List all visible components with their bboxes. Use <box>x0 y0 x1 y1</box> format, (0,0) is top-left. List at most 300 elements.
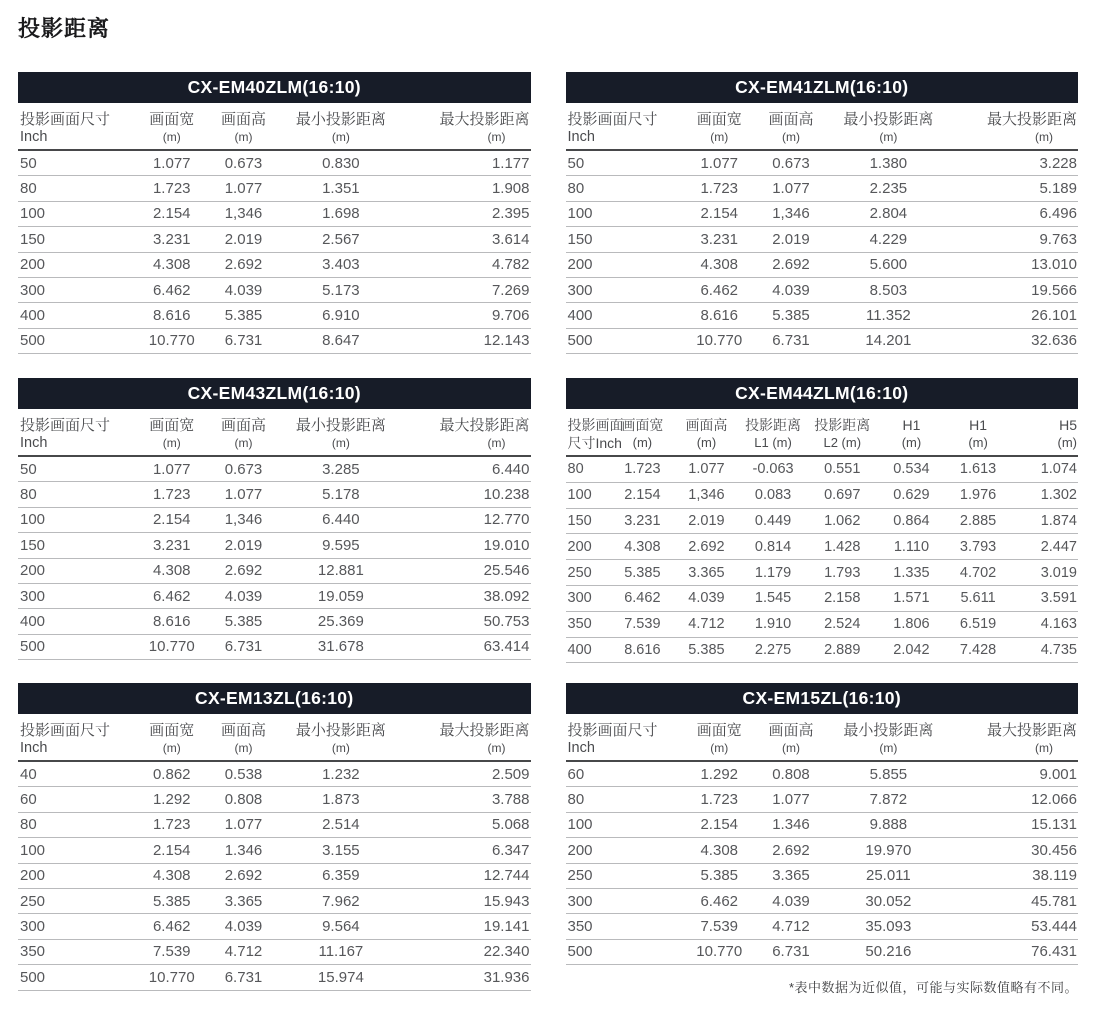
table-cell: 4.229 <box>869 230 908 248</box>
column-header-label: 最小投影距离 <box>843 111 934 128</box>
table-cell: 2.158 <box>824 590 861 607</box>
table-cell: 300 <box>20 918 46 936</box>
table-cell: 1,346 <box>224 511 263 529</box>
table-cell: 1.077 <box>224 180 263 198</box>
column-header-unit: L1 (m) <box>754 435 792 450</box>
column-header-row <box>566 714 1079 762</box>
column-header-label: 最大投影距离 <box>439 417 530 434</box>
table-row <box>18 329 531 354</box>
table-cell: 3.365 <box>224 892 263 910</box>
table-row <box>566 612 1079 638</box>
table-cell: 6.347 <box>491 841 530 859</box>
table-row <box>18 278 531 303</box>
column-header-row <box>18 714 531 762</box>
table-cell: 19.010 <box>483 536 530 554</box>
table-cell: 5.385 <box>152 892 191 910</box>
table-cell: 200 <box>567 538 592 555</box>
table-row <box>18 762 531 787</box>
table-cell: 4.308 <box>700 256 739 274</box>
table-row <box>18 253 531 278</box>
table-cell: 2.019 <box>224 230 263 248</box>
table-cell: 4.308 <box>624 538 661 555</box>
column-header-label: 最小投影距离 <box>295 417 386 434</box>
table-cell: 2.692 <box>772 841 810 859</box>
table-cell: 6.731 <box>224 638 263 656</box>
table-cell: 12.744 <box>483 867 530 885</box>
column-header-unit: Inch <box>567 129 595 145</box>
table-cell: 11.167 <box>318 943 364 961</box>
table-cell: 250 <box>567 564 592 581</box>
table-cell: 3.155 <box>322 841 360 859</box>
table-cell: 9.564 <box>322 918 360 936</box>
table-row <box>18 457 531 482</box>
column-header-unit: Inch <box>20 435 48 451</box>
table-title-bar: CX-EM13ZL(16:10) <box>18 683 531 714</box>
table-row <box>566 329 1079 354</box>
table-cell: 350 <box>567 616 592 633</box>
table-cell: 1.077 <box>152 154 191 172</box>
table-cell: 1.077 <box>688 461 725 478</box>
column-header <box>678 721 760 756</box>
column-header-label: H1 <box>969 417 988 433</box>
table-cell: 400 <box>567 641 592 658</box>
table-cell: 1.179 <box>754 564 792 581</box>
table-cell: 5.855 <box>869 765 908 783</box>
table-cell: 2.447 <box>1040 538 1077 555</box>
table-row <box>18 864 531 889</box>
column-header-unit: L2 (m) <box>823 435 862 450</box>
table-cell: 38.119 <box>1032 867 1077 885</box>
column-header <box>18 721 131 756</box>
table-row <box>18 965 531 990</box>
table-cell: 1.874 <box>1040 512 1077 529</box>
table-cell: 1,346 <box>224 205 263 223</box>
table-cell: 8.616 <box>700 307 739 325</box>
table-cell: 0.673 <box>224 154 263 172</box>
table-cell: 1.346 <box>224 841 263 859</box>
column-header <box>408 416 531 451</box>
table-cell: 1.793 <box>824 564 861 581</box>
table-cell: 0.538 <box>224 765 263 783</box>
table-cell: 100 <box>567 816 593 834</box>
table-cell: 60 <box>20 791 37 809</box>
table-cell: 100 <box>567 205 593 223</box>
table-cell: 12.066 <box>1031 791 1077 809</box>
column-header <box>213 416 275 451</box>
table-cell: 500 <box>20 968 46 986</box>
column-header-unit: Inch <box>20 740 48 756</box>
column-header-unit: (m) <box>162 130 181 144</box>
column-header-unit: (m) <box>782 130 800 144</box>
table-cell: 1.723 <box>700 791 739 809</box>
table-row <box>18 151 531 176</box>
table-cell: 50 <box>567 154 585 172</box>
table-cell: 2.019 <box>772 230 810 248</box>
table-cell: 1.723 <box>152 180 191 198</box>
table-cell: 8.647 <box>322 332 360 350</box>
table-cell: 80 <box>567 791 585 809</box>
table-cell: 200 <box>20 562 46 580</box>
table-cell: 3.591 <box>1040 590 1077 607</box>
table-cell: 19.566 <box>1031 281 1077 299</box>
table-row <box>566 227 1079 252</box>
table-row <box>566 151 1079 176</box>
column-header-label: 最大投影距离 <box>986 111 1077 128</box>
table-cell: 4.039 <box>772 892 810 910</box>
column-header <box>566 721 679 756</box>
grid-slot <box>566 378 1079 683</box>
table-cell: 3.788 <box>491 791 530 809</box>
column-header <box>740 416 807 451</box>
table-cell: 2.692 <box>224 562 263 580</box>
column-header <box>955 110 1078 145</box>
table-cell: 80 <box>20 180 37 198</box>
table-cell: 4.039 <box>772 281 810 299</box>
table-cell: 0.808 <box>224 791 263 809</box>
table-cell: 15.974 <box>317 968 364 986</box>
table-row <box>566 838 1079 863</box>
table-row <box>18 303 531 328</box>
column-header <box>760 721 822 756</box>
table-cell: 6.462 <box>624 590 661 607</box>
column-header <box>673 416 740 451</box>
table-cell: 9.888 <box>869 816 908 834</box>
column-header <box>806 416 878 451</box>
table-cell: 4.039 <box>224 918 263 936</box>
table-cell: 0.673 <box>224 460 263 478</box>
table-row <box>566 483 1079 509</box>
table-title-bar: CX-EM43ZLM(16:10) <box>18 378 531 409</box>
table-row <box>18 202 531 227</box>
column-header <box>213 721 275 756</box>
column-header-unit: (m) <box>879 741 898 755</box>
table-cell: 8.503 <box>869 281 908 299</box>
table-cell: 200 <box>20 867 46 885</box>
table-cell: 300 <box>567 281 593 299</box>
column-header-label: 投影画面尺寸 <box>567 111 658 128</box>
column-header-unit: (m) <box>487 436 506 450</box>
table-row <box>18 482 531 507</box>
table-cell: 0.830 <box>322 154 360 172</box>
table-cell: 26.101 <box>1031 307 1077 325</box>
column-header <box>822 110 955 145</box>
table-row <box>566 303 1079 328</box>
table-cell: 2.154 <box>624 487 661 504</box>
column-header <box>408 721 531 756</box>
column-header-unit: (m) <box>632 435 653 450</box>
table-cell: 3.231 <box>624 512 661 529</box>
table-cell: 12.881 <box>317 562 364 580</box>
column-header <box>213 110 275 145</box>
column-header-unit: (m) <box>782 741 800 755</box>
table-title-bar: CX-EM15ZL(16:10) <box>566 683 1079 714</box>
table-cell: 35.093 <box>865 918 912 936</box>
table-row <box>566 534 1079 560</box>
table-cell: 400 <box>567 307 593 325</box>
table-cell: 250 <box>567 867 593 885</box>
table-cell: 10.770 <box>696 332 743 350</box>
table-cell: 9.706 <box>491 307 530 325</box>
table-cell: 1.976 <box>959 487 997 504</box>
table-cell: 8.616 <box>624 641 661 658</box>
table-cell: 7.428 <box>959 641 997 658</box>
table-cell: 1.723 <box>152 816 191 834</box>
table-cell: 300 <box>20 587 46 605</box>
table-cell: 2.154 <box>700 816 739 834</box>
table-cell: 6.519 <box>959 616 997 633</box>
table-cell: 80 <box>20 486 37 504</box>
table-cell: 5.611 <box>960 590 996 607</box>
table-cell: 50 <box>20 460 37 478</box>
table-row <box>18 227 531 252</box>
table-body <box>18 151 531 354</box>
column-header-unit: (m) <box>331 741 350 755</box>
table-cell: 5.178 <box>322 486 360 504</box>
table-cell: 6.462 <box>700 281 739 299</box>
column-header-label: 投影画面尺寸 <box>20 417 111 434</box>
table-cell: 0.449 <box>754 512 792 529</box>
column-header-label: 投影画面尺寸 <box>20 111 111 128</box>
table-cell: 30.052 <box>865 892 912 910</box>
column-header-unit: (m) <box>1057 435 1077 450</box>
table-cell: 3.403 <box>322 256 360 274</box>
column-header-unit: (m) <box>234 436 253 450</box>
table-row <box>18 787 531 812</box>
table-cell: 4.712 <box>224 943 263 961</box>
table-cell: 3.365 <box>772 867 810 885</box>
table-cell: 12.143 <box>483 332 530 350</box>
column-header-label: 画面宽 <box>696 111 742 128</box>
table-cell: 0.534 <box>893 461 930 478</box>
table-cell: 15.943 <box>483 892 530 910</box>
table-cell: 4.782 <box>491 256 530 274</box>
table-cell: 4.308 <box>700 841 739 859</box>
table-cell: 6.462 <box>152 587 191 605</box>
table-row <box>566 787 1079 812</box>
table-cell: 8.616 <box>152 307 191 325</box>
table-cell: -0.063 <box>752 461 794 478</box>
table-cell: 500 <box>567 332 593 350</box>
table-cell: 2.154 <box>152 205 191 223</box>
table-cell: 2.885 <box>959 512 997 529</box>
table-cell: 11.352 <box>865 307 911 325</box>
table-cell: 0.814 <box>754 538 792 555</box>
table-cell: 150 <box>567 230 593 248</box>
column-header-label: 画面高 <box>220 417 266 434</box>
table-cell: 0.864 <box>893 512 930 529</box>
table-row <box>18 940 531 965</box>
table-cell: 5.385 <box>688 641 725 658</box>
table-cell: 63.414 <box>483 638 530 656</box>
column-header-label: 画面高 <box>768 722 814 739</box>
column-header-label: H5 <box>1059 417 1077 433</box>
table-cell: 400 <box>20 613 46 631</box>
table-cell: 10.770 <box>696 943 743 961</box>
table-cell: 100 <box>20 841 46 859</box>
column-header-label: 最大投影距离 <box>439 111 530 128</box>
table-cell: 500 <box>567 943 593 961</box>
table-cell: 1.077 <box>772 791 810 809</box>
table-cell: 1.292 <box>152 791 191 809</box>
table-cell: 53.444 <box>1031 918 1077 936</box>
column-header <box>18 416 131 451</box>
table-cell: 1.077 <box>152 460 191 478</box>
table-cell: 6.359 <box>322 867 360 885</box>
table-cell: 2.154 <box>152 841 191 859</box>
column-header-label: 画面宽 <box>149 417 195 434</box>
column-header-unit: (m) <box>331 436 350 450</box>
table-cell: 25.546 <box>483 562 530 580</box>
table-cell: 19.059 <box>317 587 364 605</box>
table-cell: 2.692 <box>688 538 725 555</box>
table-cell: 500 <box>20 638 46 656</box>
table-row <box>566 914 1079 939</box>
table-cell: 12.770 <box>483 511 530 529</box>
table-cell: 40 <box>20 765 37 783</box>
table-row <box>18 176 531 201</box>
table-cell: 2.692 <box>224 867 263 885</box>
column-header <box>131 721 213 756</box>
table-cell: 5.385 <box>772 307 810 325</box>
grid-slot <box>18 72 531 378</box>
table-cell: 350 <box>567 918 593 936</box>
table-cell: 19.141 <box>483 918 530 936</box>
table-cell: 45.781 <box>1031 892 1077 910</box>
table-cell: 1.571 <box>893 590 930 607</box>
table-cell: 0.697 <box>824 487 861 504</box>
table-title-bar: CX-EM44ZLM(16:10) <box>566 378 1079 409</box>
table-cell: 22.340 <box>483 943 530 961</box>
table-cell: 3.365 <box>688 564 725 581</box>
table-cell: 0.629 <box>893 487 930 504</box>
table-cell: 4.039 <box>224 587 263 605</box>
table-row <box>18 508 531 533</box>
column-header <box>945 416 1012 451</box>
table-cell: 0.551 <box>824 461 861 478</box>
grid-slot <box>566 72 1079 378</box>
table-cell: 3.228 <box>1039 154 1077 172</box>
column-header <box>822 721 955 756</box>
table-cell: 5.385 <box>224 613 263 631</box>
table-cell: 7.962 <box>322 892 360 910</box>
table-cx-em40zlm <box>18 72 531 354</box>
table-cell: 7.539 <box>624 616 661 633</box>
table-row <box>566 278 1079 303</box>
table-cell: 80 <box>567 461 584 478</box>
table-cell: 6.910 <box>322 307 360 325</box>
table-cell: 2.235 <box>869 180 908 198</box>
table-cell: 3.231 <box>152 230 191 248</box>
table-cx-em41zlm <box>566 72 1079 354</box>
column-header-label: 最小投影距离 <box>843 722 934 739</box>
column-header-label: 画面高 <box>685 417 728 433</box>
table-cell: 1.077 <box>772 180 810 198</box>
table-cell: 31.678 <box>317 638 364 656</box>
table-cell: 1.428 <box>824 538 861 555</box>
table-cell: 1.723 <box>624 461 661 478</box>
table-cell: 19.970 <box>865 841 912 859</box>
table-row <box>18 559 531 584</box>
table-cell: 5.385 <box>224 307 263 325</box>
column-header-unit: Inch <box>567 740 595 756</box>
column-header <box>131 416 213 451</box>
table-cell: 6.462 <box>700 892 739 910</box>
column-header <box>274 416 407 451</box>
table-row <box>566 176 1079 201</box>
table-row <box>566 940 1079 965</box>
table-cell: 2.692 <box>772 256 810 274</box>
table-cell: 1.908 <box>491 180 530 198</box>
table-cell: 10.770 <box>148 332 195 350</box>
column-header-label: 画面宽 <box>149 111 195 128</box>
table-row <box>566 202 1079 227</box>
table-row <box>566 509 1079 535</box>
table-cell: 0.808 <box>772 765 810 783</box>
column-header <box>131 110 213 145</box>
column-header-unit: (m) <box>968 435 988 450</box>
table-cell: 2.567 <box>322 230 360 248</box>
table-cell: 32.636 <box>1031 332 1077 350</box>
column-header-unit: (m) <box>162 436 181 450</box>
column-header <box>878 416 945 451</box>
table-cell: 3.614 <box>491 230 530 248</box>
column-header-row <box>566 409 1079 457</box>
table-cell: 0.673 <box>772 154 810 172</box>
column-header-label: 画面高 <box>768 111 814 128</box>
table-cell: 25.011 <box>865 867 911 885</box>
table-cell: 76.431 <box>1031 943 1077 961</box>
column-header-label: 最小投影距离 <box>295 722 386 739</box>
table-cell: 5.068 <box>491 816 530 834</box>
table-cell: 0.083 <box>754 487 792 504</box>
table-cell: 3.793 <box>959 538 997 555</box>
column-header <box>760 110 822 145</box>
table-cell: 150 <box>20 230 46 248</box>
table-cell: 7.539 <box>700 918 739 936</box>
column-header-unit: (m) <box>1035 741 1053 755</box>
column-header-unit: (m) <box>487 741 506 755</box>
table-cell: 0.862 <box>152 765 191 783</box>
table-cell: 2.395 <box>491 205 530 223</box>
table-body <box>566 457 1079 663</box>
table-row <box>566 638 1079 664</box>
column-header-unit: (m) <box>710 130 729 144</box>
table-row <box>566 889 1079 914</box>
column-header-unit: (m) <box>710 741 729 755</box>
column-header-unit: (m) <box>162 741 181 755</box>
table-cell: 50.216 <box>865 943 912 961</box>
table-cx-em43zlm <box>18 378 531 660</box>
table-cell: 31.936 <box>483 968 530 986</box>
table-cell: 3.231 <box>152 536 191 554</box>
table-cell: 400 <box>20 307 46 325</box>
table-cell: 1.232 <box>322 765 360 783</box>
table-cx-em44zlm <box>566 378 1079 663</box>
column-header <box>408 110 531 145</box>
table-cell: 1.723 <box>152 486 191 504</box>
column-header-label: 投影画面尺寸 <box>567 722 658 739</box>
column-header-unit: (m) <box>696 435 717 450</box>
column-header-label: 投影画面尺寸 <box>20 722 111 739</box>
tables-grid <box>18 72 1078 996</box>
column-header-unit: (m) <box>1035 130 1053 144</box>
column-header <box>1011 416 1078 451</box>
table-title-bar: CX-EM40ZLM(16:10) <box>18 72 531 103</box>
table-cell: 3.285 <box>322 460 360 478</box>
table-cell: 500 <box>20 332 46 350</box>
table-cell: 4.735 <box>1040 641 1077 658</box>
table-cell: 2.804 <box>869 205 908 223</box>
